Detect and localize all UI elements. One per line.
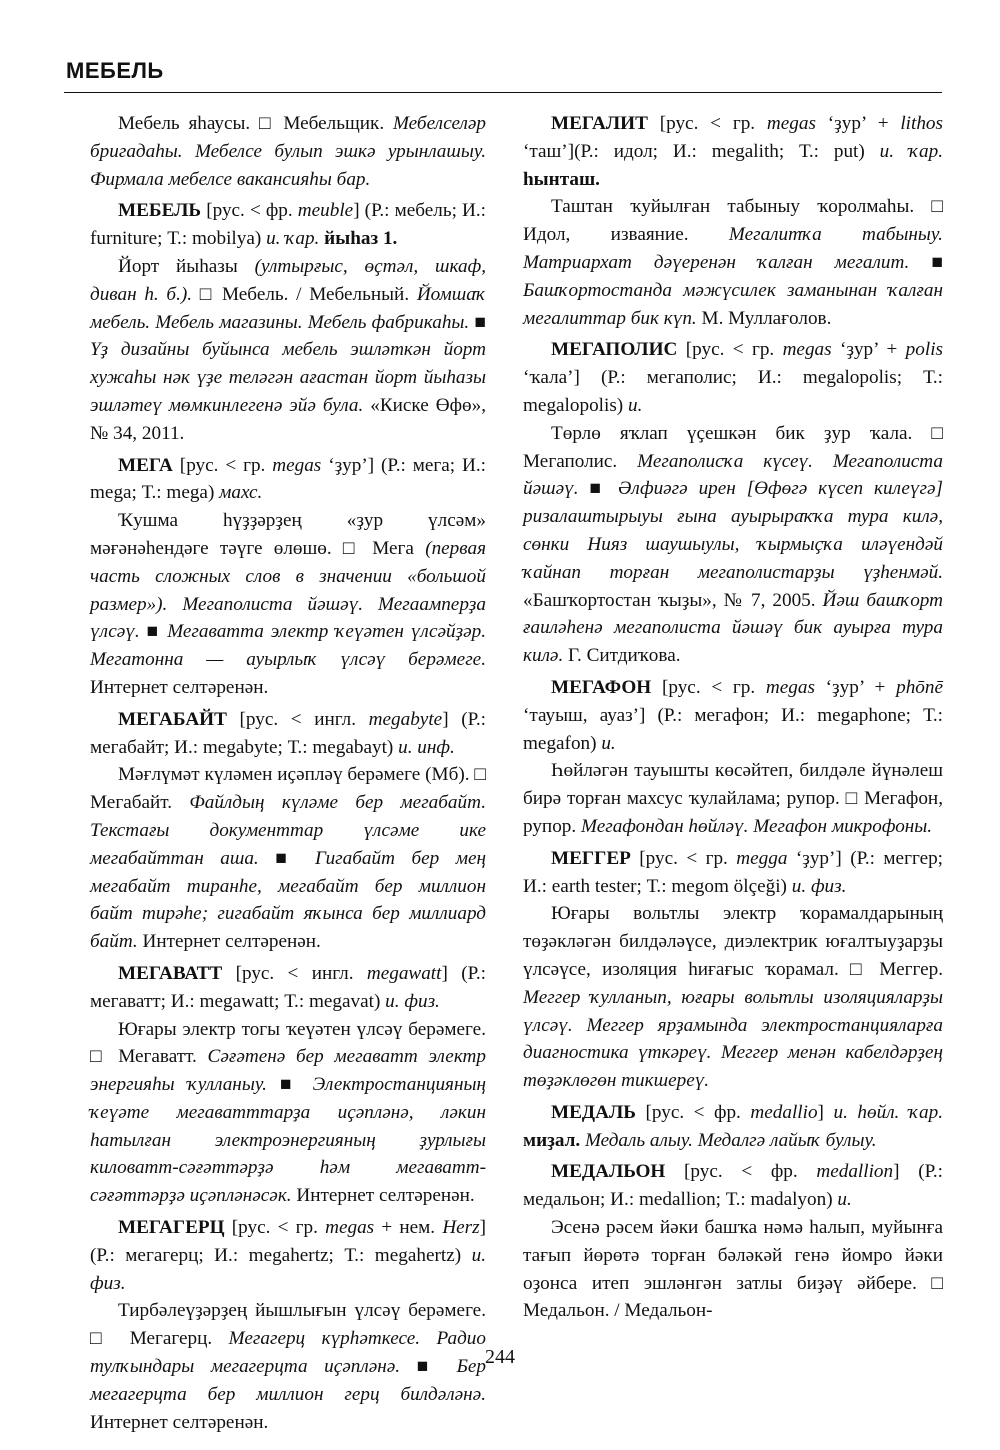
text-run: Интернет селтәренән. (291, 1185, 475, 1207)
entry-headline (523, 845, 943, 901)
text-run: ‘ҙур’ + (831, 339, 906, 361)
italic-text: Мегаполисҡа күсеү. Мегаполиста йәшәү. (523, 450, 943, 500)
text-run: [рус. < ингл. (222, 962, 367, 984)
text-run: ] (817, 1101, 834, 1123)
bold-text: МЕДАЛЬ (551, 1101, 636, 1123)
italic-text: Файлдың күләме бер мегабайт. Текстағы документтар үлсәме ике мегабайттан аша. (90, 792, 486, 869)
text-run: [рус. < гр. (651, 676, 766, 698)
text-run: [рус. < ингл. (226, 708, 369, 730)
text-run: Төрлө яҡлап үҫешкән бик ҙур ҡала. □ Мегаполис. (523, 422, 943, 472)
text-run: + нем. (374, 1217, 443, 1239)
bold-text: МЕГАВАТТ (118, 962, 223, 984)
entry-definition (90, 761, 486, 956)
entry-medallion (523, 1158, 943, 1325)
bold-text: МЕГАБАЙТ (118, 708, 227, 730)
text-run: Һөйләгән тауышты көсәйтеп, билдәле йүнәлеш бирә торған махсус ҡулайлама; рупор. □ Мегафон, рупор. (523, 760, 943, 837)
italic-text: Электростанцияның ҡеүәте мегаватттарҙа иҫәпләнә, ләкин һатылған электроэнергияның ҙурлығы киловатт-сәғәттәрҙә һәм мегаватт-сәғәттәрҙә иҫәпләнәсәк. (90, 1074, 486, 1207)
entry-headline (523, 336, 943, 419)
italic-text: Herz (442, 1217, 480, 1239)
text-run: [рус. < гр. (630, 847, 737, 869)
italic-text: megabyte (368, 708, 443, 730)
text-run: ] (Р.: мегабайт; И.: megabyte; Т.: megabayt) (90, 708, 486, 758)
text-run: Йорт йыһазы (118, 255, 255, 277)
text-run: ] (Р.: мебель; И.: furniture; Т.: mobilya) (90, 200, 486, 250)
left-column (90, 110, 486, 1440)
entry-headline (523, 110, 943, 193)
text-run: Тирбәлеүҙәрҙең йышлығын үлсәү берәмеге. □ Мегагерц. (90, 1300, 486, 1350)
entry-definition (523, 193, 943, 332)
entry-headline (523, 1158, 943, 1214)
text-run: [рус. < гр. (224, 1217, 326, 1239)
text-run: [рус. < фр. (665, 1161, 817, 1183)
page-number: 244 (485, 1346, 515, 1368)
entry-headline (523, 674, 943, 757)
entry-medal (523, 1099, 943, 1155)
entry-headline (523, 1099, 943, 1155)
bold-text: МЕГГЕР (551, 847, 631, 869)
bold-text: миҙал. (523, 1129, 581, 1151)
italic-text: Әлфиәгә ирен [Өфөгә күсеп килеүгә] ризалаштырыуы ғына ауырыраҡҡа тура килә, сөнки Нияз шаушыулы, ҡырмыҫҡа иләүендәй ҡайнап торған мегаполистарҙы үҙһенмәй. (523, 478, 943, 583)
bold-text: МЕГАГЕРЦ (118, 1217, 225, 1239)
italic-text: phōnē (896, 676, 943, 698)
bold-text: МЕГАФОН (551, 676, 652, 698)
text-run: [рус. < гр. (647, 113, 767, 134)
italic-text: Үҙ дизайны буйынса мебель эшләткән йорт хужаһы нәк үҙе теләгән ағастан йорт йыһазы эшләтеү мөмкинлегенә эйә була. (90, 339, 486, 416)
text-run: Ҡушма һүҙҙәрҙең «ҙур үлсәм» мәғәнәһендәге тәүге өлөшө. □ Мега (90, 510, 486, 559)
entry-text (90, 110, 486, 193)
italic-text: (первая часть сложных слов в значении «большой размер»). Мегаполиста йәшәү. Мегаамперҙа үлсәү. (90, 537, 486, 643)
entry-headline (90, 197, 486, 253)
italic-text: megga (736, 847, 788, 869)
text-run: [рус. < фр. (635, 1101, 751, 1123)
text-run: Интернет селтәренән. (90, 676, 269, 698)
italic-text: Медаль алыу. Медалгә лайыҡ булыу. (584, 1129, 877, 1151)
italic-text: Йәш башҡорт ғаиләһенә мегаполиста йәшәү бик ауырға тура килә. (523, 589, 943, 667)
italic-text: и. ҡар. (266, 228, 320, 250)
entry-headline (90, 452, 486, 508)
text-run: ‘ҡала’] (Р.: мегаполис; И.: megalopolis; Т.: megalopolis) (523, 367, 943, 416)
italic-text: megas (325, 1217, 375, 1239)
italic-text: Бер мегагерцта бер миллион герц билдәләнә. (90, 1356, 486, 1405)
italic-text: махс. (219, 482, 263, 504)
header-rule (64, 92, 942, 93)
italic-text: и. физ. (791, 875, 847, 897)
text-run: ■ (578, 478, 619, 500)
text-run: Эсенә рәсем йәки башҡа нәмә һалып, муйынға тағып йөрөтә торған бәләкәй генә йомро йәки оҙонса итеп эшләнгән затлы биҙәү әйбере. □ Медальон. / Медальон- (523, 1217, 943, 1322)
text-run: ■ (139, 621, 168, 643)
italic-text: polis (905, 339, 943, 361)
italic-text: и. физ. (90, 1244, 486, 1294)
italic-text: medallion (816, 1161, 894, 1183)
entry-megawatt (90, 960, 486, 1210)
text-run: ‘таш’](Р.: идол; И.: megalith; Т.: put) (523, 140, 880, 162)
entry-megabyte (90, 706, 486, 956)
italic-text: и. физ. (385, 990, 440, 1012)
bold-text: МЕГАПОЛИС (551, 339, 678, 361)
entry-headline (90, 706, 486, 762)
italic-text: medallio (750, 1101, 818, 1123)
entry-megger (523, 845, 943, 1095)
entry-megapolis (523, 336, 943, 670)
text-run: Мәғлүмәт күләмен иҫәпләү берәмеге (Мб). □ Мегабайт. (90, 764, 486, 814)
italic-text: megas (765, 676, 815, 698)
text-run: Юғары вольтлы электр ҡорамалдарының төҙәкләгән билдәләүсе, диэлектрик юғалтыуҙарҙы үлсәүсе, изоляция һиғағыс ҡорамал. □ Меггер. (523, 903, 943, 980)
italic-text: и. ҡар. (879, 140, 944, 162)
italic-text: и. (627, 394, 643, 416)
italic-text: Башҡортостанда мәжүсилек заманынан ҡалған мегалиттар бик күп. (523, 279, 943, 329)
text-run: [рус. < гр. (677, 339, 783, 361)
entry-definition (523, 757, 943, 840)
text-run: ■ (469, 311, 486, 333)
italic-text: Мегагерц күрһәткесе. Радио тулҡындары мегагерцта иҫәпләнә. (90, 1328, 486, 1378)
italic-text: megas (782, 339, 832, 361)
entry-headline (90, 1214, 486, 1297)
text-run: ‘ҙур’] (Р.: мега; И.: mega; Т.: mega) (90, 454, 486, 504)
text-run: [рус. < гр. (172, 454, 273, 476)
bold-text: йыһаз 1. (319, 228, 398, 250)
entry-megaphone (523, 674, 943, 841)
text-run: Юғары электр тогы ҡеүәтен үлсәү берәмеге. □ Мегаватт. (90, 1018, 486, 1068)
italic-text: Мебелселәр бригадаһы. Мебелсе булып эшкә урынлашыу. Фирмала мебелсе вакансияһы бар. (90, 113, 486, 190)
entry-mega (90, 452, 486, 702)
italic-text: lithos (900, 113, 943, 134)
italic-text: megas (272, 454, 322, 476)
italic-text: meuble (297, 200, 354, 222)
bold-text: МЕБЕЛЬ (118, 200, 202, 222)
text-run: ■ (258, 847, 316, 869)
italic-text: Мегалитҡа табыныу. Матриархат дәүеренән ҡалған мегалит. (523, 224, 943, 273)
entry-megalith (523, 110, 943, 332)
bold-text: МЕГА (118, 454, 173, 476)
bold-text: һынташ. (523, 168, 600, 190)
italic-text: megas (766, 113, 816, 134)
right-column (523, 110, 943, 1329)
text-run: [рус. < фр. (201, 200, 298, 222)
text-run: ■ (909, 251, 943, 273)
italic-text: Гигабайт бер мең мегабайт тиранһе, мегабайт бер миллион байт тирәһе; гигабайт яҡынса бер миллиард байт. (90, 847, 486, 953)
text-run: ‘тауыш, ауаз’] (Р.: мегафон; И.: megaphone; Т.: megafon) (523, 704, 943, 754)
italic-text: megawatt (366, 962, 442, 984)
text-run: М. Муллағолов. (696, 307, 832, 329)
italic-text: Меггер ҡулланып, юғары вольтлы изоляцияларҙы үлсәү. Меггер ярҙамында электростанцияларға диагностика үткәреү. Меггер менән кабелдәрҙең төҙәклөгөн тикшереү. (523, 986, 943, 1092)
text-run: Интернет селтәренән. (90, 1411, 269, 1433)
entry-definition (90, 1016, 486, 1211)
text-run: ] (Р.: мегагерц; И.: megahertz; Т.: megahertz) (90, 1217, 487, 1266)
italic-text: и. инф. (398, 736, 455, 758)
entry-mebelshchik (90, 110, 486, 193)
entry-definition (523, 1214, 943, 1325)
text-run: ] (Р.: медальон; И.: medallion; Т.: madalyon) (523, 1161, 943, 1211)
entry-megahertz (90, 1214, 486, 1436)
entry-headline (90, 960, 486, 1016)
entry-definition (90, 253, 486, 448)
running-title: МЕБЕЛЬ (66, 58, 164, 83)
italic-text: (ултырғыс, өҫтәл, шкаф, диван һ. б.). (90, 255, 486, 305)
entry-definition (523, 900, 943, 1095)
text-run: ‘ҙур’ + (814, 676, 897, 698)
italic-text: и. һөйл. ҡар. (833, 1101, 943, 1123)
entry-definition (523, 420, 943, 670)
italic-text: и. (601, 732, 616, 754)
italic-text: Мегаватта электр ҡеүәтен үлсәйҙәр. Мегатонна — ауырлыҡ үлсәү берәмеге. (90, 621, 486, 671)
entry-definition (90, 507, 486, 702)
text-run: Интернет селтәренән. (137, 931, 321, 953)
text-run: «Башҡортостан ҡыҙы», № 7, 2005. (523, 589, 823, 611)
text-run: ‘ҙур’] (Р.: меггер; И.: earth tester; Т.: megom ölçeği) (523, 847, 944, 897)
text-run: □ Мебель. / Мебельный. (192, 283, 417, 305)
text-run: ‘ҙур’ + (815, 113, 901, 134)
bold-text: МЕДАЛЬОН (551, 1161, 666, 1183)
entry-mebel (90, 197, 486, 447)
italic-text: Сәғәтенә бер мегаватт электр энергияһы ҡулланыу. (90, 1046, 486, 1096)
text-run: «Киске Өфө», № 34, 2011. (90, 394, 487, 444)
text-run: Таштан ҡуйылған табыныу ҡоролмаһы. □ Идол, изваяние. (523, 196, 943, 246)
text-run: Мебель яһаусы. □ Мебельщик. (118, 113, 393, 134)
italic-text: и. (837, 1189, 852, 1211)
text-run: ] (Р.: мегаватт; И.: megawatt; Т.: megavat) (90, 962, 486, 1012)
text-run: Г. Ситдиҡова. (563, 645, 681, 667)
bold-text: МЕГАЛИТ (551, 113, 648, 134)
italic-text: Мегафондан һөйләү. Мегафон микрофоны. (580, 815, 933, 837)
text-run: ■ (266, 1074, 313, 1096)
text-run: ■ (400, 1356, 457, 1378)
italic-text: Йомшаҡ мебель. Мебель магазины. Мебель фабрикаһы. (90, 283, 486, 333)
